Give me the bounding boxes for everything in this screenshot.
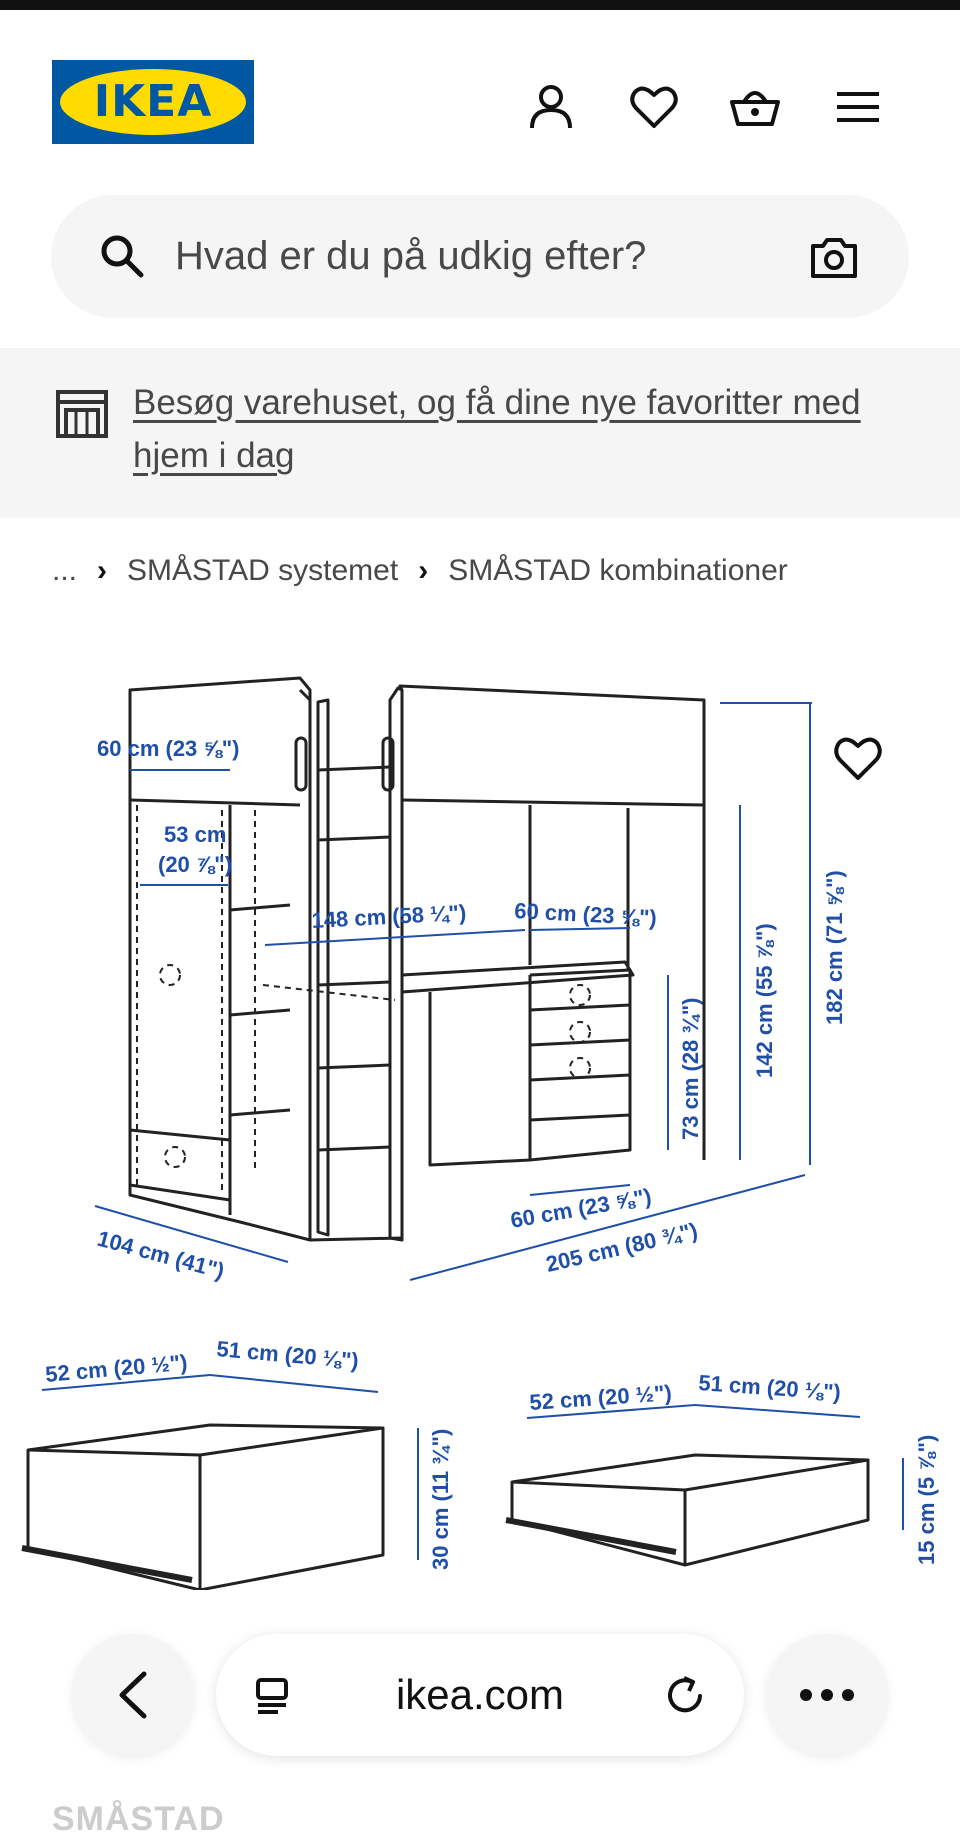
- dim-drawer2-depth: 51 cm (20 ⅛"): [697, 1370, 842, 1405]
- dim-drawer2-height: 15 cm (5 ⅞"): [914, 1434, 939, 1565]
- drawer-small: [506, 1455, 868, 1565]
- dim-drawer1-width: 52 cm (20 ½"): [44, 1349, 189, 1387]
- search-bar[interactable]: [51, 195, 909, 318]
- status-bar-edge: [0, 0, 960, 10]
- breadcrumb-item[interactable]: SMÅSTAD kombinationer: [448, 554, 788, 587]
- url-text[interactable]: ikea.com: [395, 1671, 565, 1718]
- more-options-button[interactable]: [766, 1634, 888, 1756]
- search-input[interactable]: Hvad er du på udkig efter?: [175, 234, 647, 278]
- reload-icon[interactable]: [662, 1672, 708, 1718]
- dim-total-length: 205 cm (80 ¾"): [543, 1217, 700, 1277]
- dim-total-depth: 104 cm (41"): [94, 1225, 228, 1284]
- product-title-partial: SMÅSTAD: [52, 1800, 225, 1838]
- basket-icon[interactable]: [728, 80, 782, 134]
- user-icon[interactable]: [524, 80, 578, 134]
- heart-icon[interactable]: [627, 80, 681, 134]
- back-arrow-icon: [72, 1634, 194, 1756]
- more-dots-icon: [766, 1634, 888, 1756]
- dim-total-height: 182 cm (71 ⅝"): [822, 870, 847, 1025]
- browser-toolbar: [0, 1632, 960, 1758]
- drawer-large: [22, 1425, 383, 1590]
- dim-drawer2-width: 52 cm (20 ½"): [528, 1380, 673, 1415]
- dim-inner-width: 53 cm: [164, 822, 227, 847]
- dim-desk-height: 73 cm (28 ¾"): [678, 997, 703, 1140]
- search-icon: [97, 231, 147, 281]
- camera-icon[interactable]: [809, 232, 859, 282]
- breadcrumb-item[interactable]: SMÅSTAD systemet: [127, 554, 399, 587]
- ikea-logo[interactable]: [52, 60, 254, 144]
- dim-inner-width-in: (20 ⅞"): [158, 852, 233, 877]
- dim-bed-length: 148 cm (58 ¼"): [310, 899, 467, 933]
- dimension-labels: [44, 736, 939, 1570]
- dim-drawer1-height: 30 cm (11 ¾"): [428, 1428, 453, 1570]
- store-visit-link[interactable]: Besøg varehuset, og få dine nye favoritter med hjem i dag: [133, 383, 861, 475]
- favorite-heart-icon[interactable]: [832, 732, 884, 784]
- dim-drawer1-depth: 51 cm (20 ⅛"): [215, 1336, 360, 1374]
- chevron-right-icon: ›: [97, 554, 108, 587]
- product-dimension-drawing[interactable]: [0, 650, 960, 1590]
- dim-wardrobe-width: 60 cm (23 ⅝"): [97, 736, 240, 761]
- back-button[interactable]: [72, 1634, 194, 1756]
- dim-desk-width: 60 cm (23 ⅝"): [513, 898, 658, 931]
- logo-text: IKEA: [93, 76, 213, 127]
- breadcrumb-ellipsis[interactable]: ...: [52, 554, 78, 587]
- dim-desk-depth: 60 cm (23 ⅝"): [508, 1183, 654, 1233]
- chevron-right-icon: ›: [418, 554, 429, 587]
- store-icon: [54, 386, 110, 442]
- loft-bed-outline: [130, 678, 704, 1240]
- dim-under-bed-height: 142 cm (55 ⅞"): [752, 923, 777, 1078]
- breadcrumb: [52, 546, 788, 596]
- store-visit-banner: [0, 348, 960, 518]
- menu-icon[interactable]: [831, 80, 885, 134]
- address-bar[interactable]: [216, 1634, 744, 1756]
- site-header: [0, 10, 960, 190]
